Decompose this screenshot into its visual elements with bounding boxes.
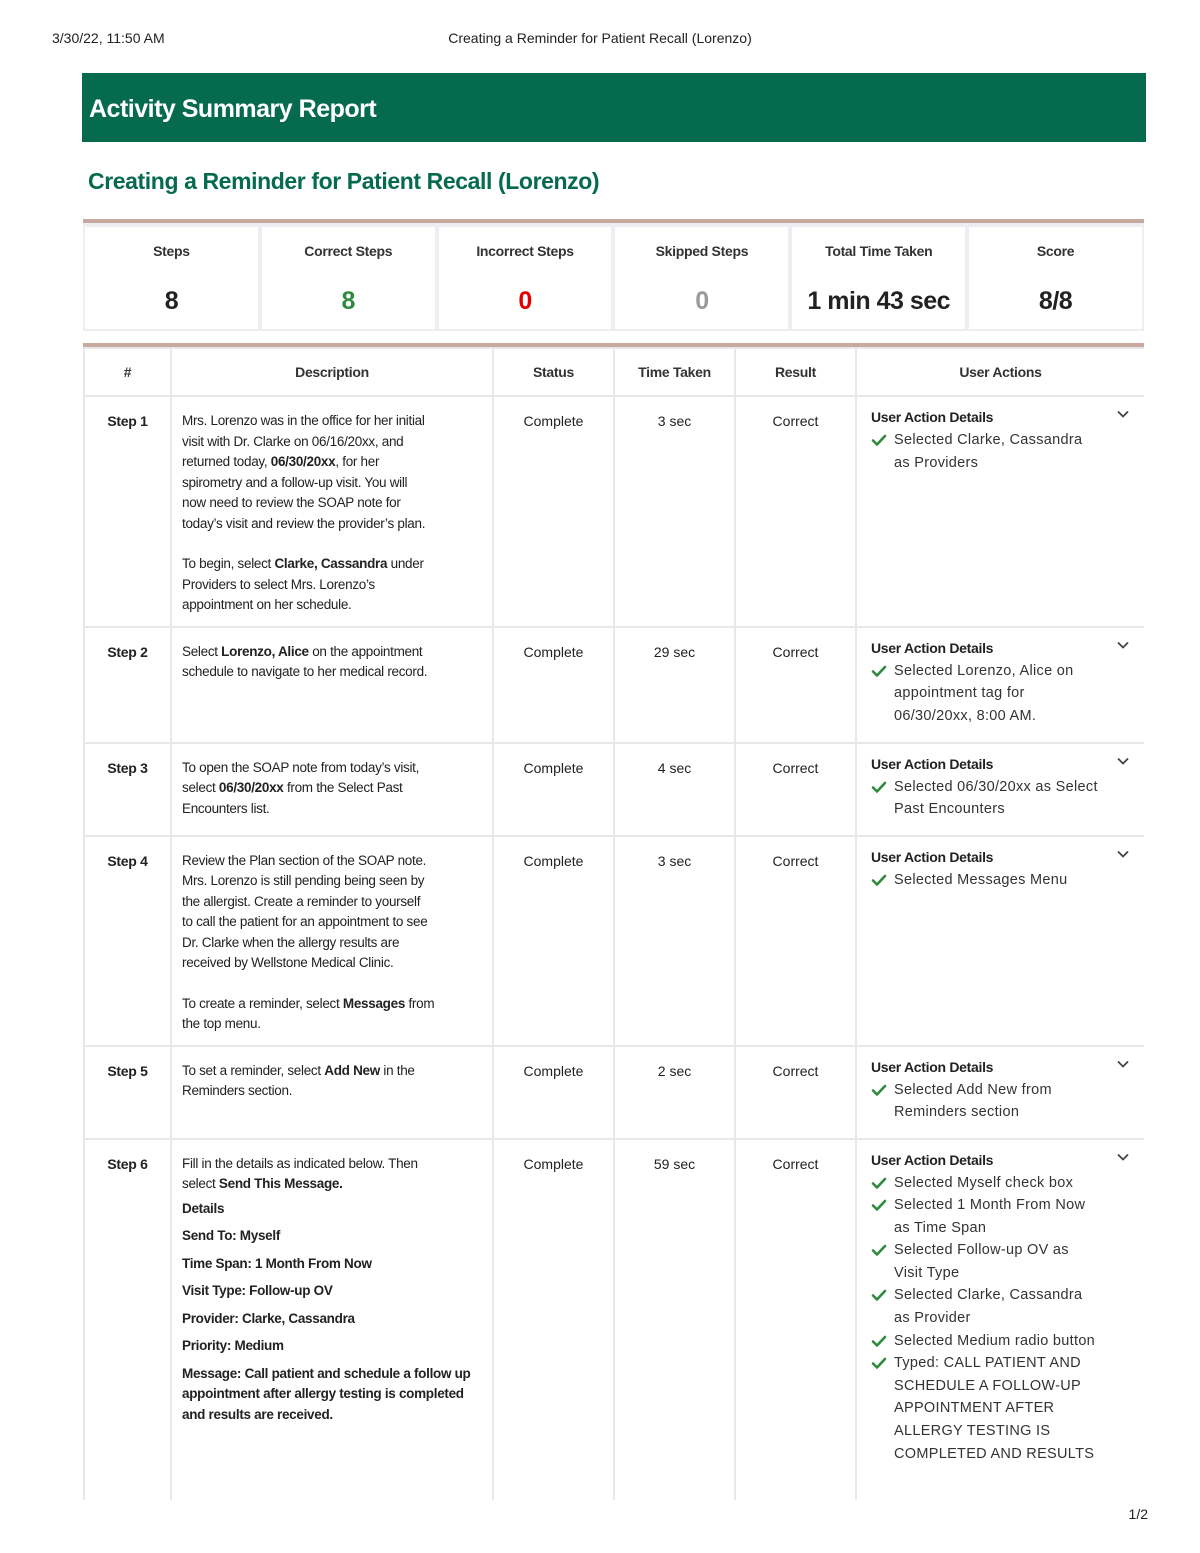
table-row	[84, 836, 1144, 1046]
user-action-details-label: User Action Details	[871, 755, 994, 772]
summary-panel	[83, 219, 1144, 331]
detail-line: Details	[182, 1200, 225, 1216]
summary-cell	[85, 227, 258, 329]
table-row	[84, 396, 1144, 627]
summary-value: 0	[695, 287, 709, 315]
steps-table-container	[83, 343, 1144, 1500]
summary-value: 1 min 43 sec	[807, 287, 951, 315]
check-icon	[871, 1197, 887, 1213]
check-icon	[871, 1175, 887, 1191]
user-action-item: Selected Myself check box	[871, 1172, 1130, 1195]
check-icon	[871, 872, 887, 888]
page-number: 1/2	[1128, 1506, 1148, 1522]
description-line: appointment on her schedule.	[182, 597, 352, 612]
column-header: Result	[735, 348, 856, 396]
summary-cell	[792, 227, 965, 329]
description-paragraph	[182, 554, 482, 616]
print-datetime: 3/30/22, 11:50 AM	[52, 30, 165, 46]
summary-label: Correct Steps	[304, 243, 393, 259]
detail-line: Visit Type: Follow-up OV	[182, 1283, 333, 1298]
report-banner	[82, 73, 1146, 142]
summary-cell	[262, 227, 435, 329]
user-action-details-label: User Action Details	[871, 1151, 994, 1168]
description-details	[182, 1199, 482, 1426]
step-time: 4 sec	[614, 743, 735, 836]
description-line: Reminders section.	[182, 1083, 293, 1098]
description-paragraph	[182, 1154, 482, 1195]
step-time: 2 sec	[614, 1046, 735, 1139]
step-number: Step 3	[84, 743, 171, 836]
step-time: 59 sec	[614, 1139, 735, 1501]
summary-cell	[969, 227, 1142, 329]
step-status: Complete	[493, 1139, 614, 1501]
summary-cell	[439, 227, 612, 329]
step-description	[171, 743, 493, 836]
description-line: the allergist. Create a reminder to yourself	[182, 893, 421, 909]
user-action-details-toggle[interactable]	[871, 407, 1130, 429]
step-status: Complete	[493, 743, 614, 836]
user-action-item: Typed: CALL PATIENT AND SCHEDULE A FOLLOW-UP APPOINTMENT AFTER ALLERGY TESTING IS COMPLETED AND RESULTS	[871, 1352, 1130, 1465]
activity-title: Creating a Reminder for Patient Recall (Lorenzo)	[88, 168, 600, 194]
step-time: 3 sec	[614, 396, 735, 627]
chevron-down-icon[interactable]	[1116, 1150, 1130, 1171]
summary-value: 8	[164, 287, 179, 315]
detail-line: Message: Call patient and schedule a follow up appointment after allergy testing is completed and results are received.	[182, 1365, 471, 1422]
user-action-item: Selected Clarke, Cassandra as Providers	[871, 429, 1130, 474]
description-line: visit with Dr. Clarke on 06/16/20xx, and	[182, 433, 404, 449]
column-header: Description	[171, 348, 493, 396]
summary-value: 0	[518, 287, 532, 315]
user-action-details-label: User Action Details	[871, 1058, 994, 1075]
step-result: Correct	[735, 1139, 856, 1501]
description-line: To begin, select Clarke, Cassandra under	[182, 556, 424, 571]
user-actions	[856, 743, 1144, 836]
step-description	[171, 396, 493, 627]
table-row	[84, 1046, 1144, 1139]
column-header: #	[84, 348, 171, 396]
summary-value: 8/8	[1038, 287, 1073, 315]
check-icon	[871, 663, 887, 679]
table-header-row	[84, 348, 1144, 396]
user-action-details-toggle[interactable]	[871, 1150, 1130, 1172]
user-action-details-toggle[interactable]	[871, 754, 1130, 776]
column-header: User Actions	[856, 348, 1144, 396]
summary-label: Incorrect Steps	[476, 243, 574, 259]
user-action-details-label: User Action Details	[871, 409, 994, 425]
column-header: Time Taken	[614, 348, 735, 396]
summary-label: Skipped Steps	[655, 243, 749, 259]
user-actions	[856, 1139, 1144, 1501]
step-description	[171, 836, 493, 1046]
step-status: Complete	[493, 1046, 614, 1139]
steps-table	[83, 347, 1144, 1500]
description-line: returned today, 06/30/20xx, for her	[182, 454, 380, 469]
description-line: To set a reminder, select Add New in the	[182, 1062, 415, 1078]
user-action-item: Selected Follow-up OV as Visit Type	[871, 1239, 1130, 1284]
description-line: today’s visit and review the provider’s plan.	[182, 515, 426, 531]
description-line: to call the patient for an appointment to see	[182, 914, 428, 929]
description-line: Mrs. Lorenzo is still pending being seen by	[182, 873, 425, 888]
description-paragraph	[182, 994, 482, 1035]
description-line: select 06/30/20xx from the Select Past	[182, 780, 403, 795]
step-result: Correct	[735, 743, 856, 836]
summary-cell	[615, 227, 788, 329]
step-description	[171, 627, 493, 743]
steps-table-body	[84, 396, 1144, 1500]
description-line: select Send This Message.	[182, 1176, 343, 1191]
user-action-item: Selected Medium radio button	[871, 1330, 1130, 1353]
user-action-details-label: User Action Details	[871, 848, 994, 865]
detail-line: Time Span: 1 Month From Now	[182, 1255, 372, 1271]
step-number: Step 5	[84, 1046, 171, 1139]
chevron-down-icon[interactable]	[1116, 407, 1130, 428]
summary-label: Total Time Taken	[825, 243, 933, 259]
step-number: Step 6	[84, 1139, 171, 1501]
chevron-down-icon[interactable]	[1116, 1057, 1130, 1078]
user-action-item: Selected Clarke, Cassandra as Provider	[871, 1284, 1130, 1329]
user-action-details-toggle[interactable]	[871, 847, 1130, 869]
description-line: spirometry and a follow-up visit. You will	[182, 474, 408, 490]
user-actions	[856, 627, 1144, 743]
description-paragraph	[182, 758, 482, 820]
user-action-item: Selected Add New from Reminders section	[871, 1079, 1130, 1124]
description-line: Dr. Clarke when the allergy results are	[182, 934, 400, 950]
description-line: Providers to select Mrs. Lorenzo’s	[182, 576, 375, 592]
check-icon	[871, 1333, 887, 1349]
description-line: received by Wellstone Medical Clinic.	[182, 955, 394, 970]
step-time: 3 sec	[614, 836, 735, 1046]
description-line: Fill in the details as indicated below. Then	[182, 1155, 418, 1171]
user-action-item: Selected Lorenzo, Alice on appointment tag for 06/30/20xx, 8:00 AM.	[871, 660, 1130, 728]
check-icon	[871, 1287, 887, 1303]
print-title: Creating a Reminder for Patient Recall (Lorenzo)	[448, 30, 752, 46]
print-header	[52, 30, 1148, 50]
chevron-down-icon[interactable]	[1116, 847, 1130, 868]
user-actions	[856, 1046, 1144, 1139]
user-action-item: Selected Messages Menu	[871, 869, 1130, 892]
step-number: Step 1	[84, 396, 171, 627]
step-time: 29 sec	[614, 627, 735, 743]
description-line: Review the Plan section of the SOAP note.	[182, 852, 427, 868]
user-action-details-toggle[interactable]	[871, 638, 1130, 660]
description-line: To create a reminder, select Messages from	[182, 995, 435, 1011]
description-line: Mrs. Lorenzo was in the office for her initial	[182, 413, 425, 428]
step-status: Complete	[493, 836, 614, 1046]
description-paragraph	[182, 411, 482, 534]
description-line: now need to review the SOAP note for	[182, 495, 401, 510]
step-number: Step 4	[84, 836, 171, 1046]
table-row	[84, 1139, 1144, 1501]
user-action-details-label: User Action Details	[871, 639, 994, 656]
summary-label: Score	[1036, 243, 1075, 259]
chevron-down-icon[interactable]	[1116, 638, 1130, 659]
chevron-down-icon[interactable]	[1116, 754, 1130, 775]
description-line: Encounters list.	[182, 800, 270, 816]
check-icon	[871, 432, 887, 448]
step-result: Correct	[735, 396, 856, 627]
step-result: Correct	[735, 1046, 856, 1139]
step-status: Complete	[493, 396, 614, 627]
step-description	[171, 1139, 493, 1501]
check-icon	[871, 1082, 887, 1098]
description-paragraph	[182, 1061, 482, 1102]
check-icon	[871, 1355, 887, 1371]
step-result: Correct	[735, 627, 856, 743]
user-action-item: Selected 1 Month From Now as Time Span	[871, 1194, 1130, 1239]
description-paragraph	[182, 851, 482, 974]
description-line: the top menu.	[182, 1016, 261, 1031]
check-icon	[871, 779, 887, 795]
check-icon	[871, 1242, 887, 1258]
user-action-details-toggle[interactable]	[871, 1057, 1130, 1079]
step-status: Complete	[493, 627, 614, 743]
column-header: Status	[493, 348, 614, 396]
detail-line: Send To: Myself	[182, 1228, 281, 1243]
summary-value: 8	[341, 287, 355, 315]
description-line: To open the SOAP note from today’s visit,	[182, 759, 420, 775]
description-line: Select Lorenzo, Alice on the appointment	[182, 643, 423, 659]
user-action-item: Selected 06/30/20xx as Select Past Encounters	[871, 776, 1130, 821]
table-row	[84, 627, 1144, 743]
user-actions	[856, 836, 1144, 1046]
table-row	[84, 743, 1144, 836]
description-line: schedule to navigate to her medical record.	[182, 664, 428, 679]
detail-line: Provider: Clarke, Cassandra	[182, 1310, 355, 1326]
detail-line: Priority: Medium	[182, 1338, 284, 1353]
summary-label: Steps	[153, 243, 190, 259]
user-actions	[856, 396, 1144, 627]
banner-title: Activity Summary Report	[89, 95, 377, 123]
description-paragraph	[182, 642, 482, 683]
step-description	[171, 1046, 493, 1139]
step-result: Correct	[735, 836, 856, 1046]
step-number: Step 2	[84, 627, 171, 743]
